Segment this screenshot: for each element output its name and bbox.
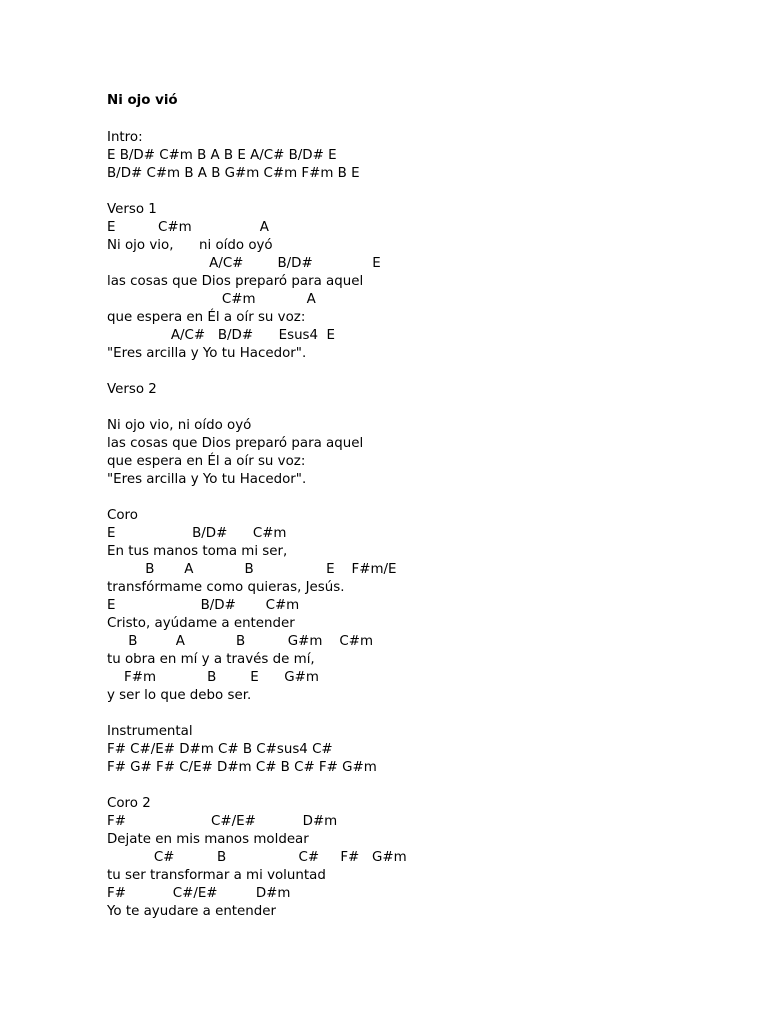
lyric-line: transfórmame como quieras, Jesús.: [107, 580, 345, 595]
chord-line: E C#m A: [107, 220, 269, 235]
lyric-line: que espera en Él a oír su voz:: [107, 310, 306, 325]
song-sheet: [107, 91, 747, 921]
chord-line: E B/D# C#m B A B E A/C# B/D# E: [107, 148, 337, 163]
lyric-line: Ni ojo vio, ni oído oyó: [107, 238, 273, 253]
lyric-line: las cosas que Dios preparó para aquel: [107, 436, 364, 451]
lyric-line: tu ser transformar a mi voluntad: [107, 868, 326, 883]
chord-line: A/C# B/D# Esus4 E: [107, 328, 336, 343]
lyric-line: "Eres arcilla y Yo tu Hacedor".: [107, 346, 307, 361]
chord-line: B/D# C#m B A B G#m C#m F#m B E: [107, 166, 360, 181]
lyric-line: y ser lo que debo ser.: [107, 688, 252, 703]
blank-line: [107, 363, 747, 381]
chord-line: B A B G#m C#m: [107, 634, 374, 649]
section-verso-2: [107, 381, 747, 489]
section-intro: [107, 129, 747, 183]
blank-line: [107, 489, 747, 507]
section-heading: Verso 1: [107, 202, 157, 217]
chord-line: F# G# F# C/E# D#m C# B C# F# G#m: [107, 760, 377, 775]
chord-line: E B/D# C#m: [107, 598, 300, 613]
chord-line: C#m A: [107, 292, 316, 307]
section-heading: Coro 2: [107, 796, 151, 811]
blank-line: [107, 705, 747, 723]
section-coro-2: [107, 795, 747, 921]
section-heading: Instrumental: [107, 724, 193, 739]
section-instrumental: [107, 723, 747, 777]
lyric-line: las cosas que Dios preparó para aquel: [107, 274, 364, 289]
chord-line: F#m B E G#m: [107, 670, 319, 685]
lyric-line: Dejate en mis manos moldear: [107, 832, 309, 847]
lyric-line: que espera en Él a oír su voz:: [107, 454, 306, 469]
chord-line: A/C# B/D# E: [107, 256, 381, 271]
lyric-line: tu obra en mí y a través de mí,: [107, 652, 315, 667]
chord-line: F# C#/E# D#m: [107, 886, 291, 901]
lyric-line: Cristo, ayúdame a entender: [107, 616, 295, 631]
section-heading: Intro:: [107, 130, 143, 145]
blank-line: [107, 111, 747, 129]
lyric-line: "Eres arcilla y Yo tu Hacedor".: [107, 472, 307, 487]
blank-line: [107, 777, 747, 795]
chord-line: F# C#/E# D#m: [107, 814, 338, 829]
chord-line: F# C#/E# D#m C# B C#sus4 C#: [107, 742, 333, 757]
section-coro: [107, 507, 747, 705]
lyric-line: Ni ojo vio, ni oído oyó: [107, 418, 252, 433]
section-heading: Coro: [107, 508, 138, 523]
section-heading: Verso 2: [107, 382, 157, 397]
song-title: Ni ojo vió: [107, 93, 178, 108]
section-verso-1: [107, 201, 747, 363]
chord-line: B A B E F#m/E: [107, 562, 397, 577]
lyric-line: Yo te ayudare a entender: [107, 904, 277, 919]
lyric-line: En tus manos toma mi ser,: [107, 544, 288, 559]
chord-line: C# B C# F# G#m: [107, 850, 407, 865]
blank-line: [107, 399, 747, 417]
chord-line: E B/D# C#m: [107, 526, 287, 541]
blank-line: [107, 183, 747, 201]
